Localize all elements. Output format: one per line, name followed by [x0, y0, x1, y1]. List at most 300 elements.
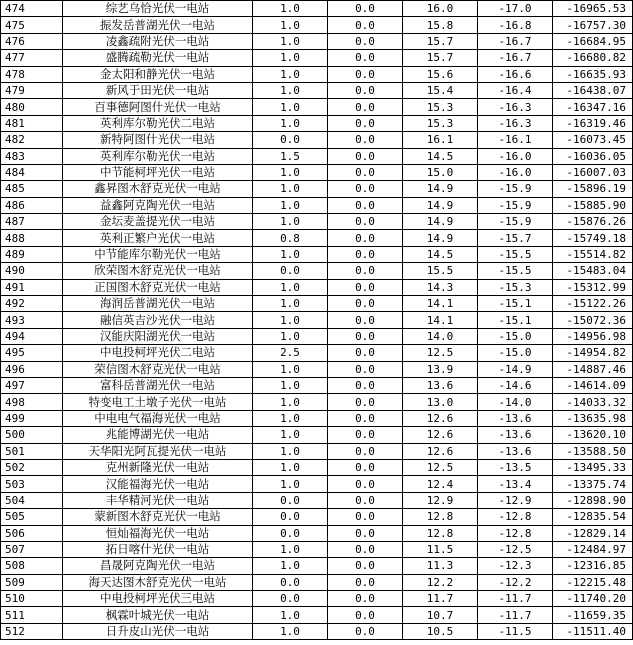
value-a-cell: 1.0 — [253, 279, 328, 295]
value-e-cell: -13375.74 — [553, 476, 633, 492]
value-c-cell: 11.7 — [403, 591, 478, 607]
table-body — [1, 1, 633, 640]
value-d-cell: -15.7 — [478, 230, 553, 246]
row-number-cell: 508 — [1, 558, 63, 574]
value-e-cell: -16073.45 — [553, 132, 633, 148]
value-d-cell: -12.8 — [478, 525, 553, 541]
value-a-cell: 1.0 — [253, 541, 328, 557]
value-a-cell: 1.0 — [253, 623, 328, 639]
station-name-cell: 恒灿福海光伏一电站 — [63, 525, 253, 541]
value-e-cell: -12484.97 — [553, 541, 633, 557]
value-e-cell: -15514.82 — [553, 246, 633, 262]
value-d-cell: -12.9 — [478, 492, 553, 508]
row-number-cell: 496 — [1, 361, 63, 377]
value-e-cell: -16684.95 — [553, 33, 633, 49]
row-number-cell: 509 — [1, 574, 63, 590]
station-name-cell: 英利库尔勒光伏一电站 — [63, 148, 253, 164]
table-row — [1, 558, 633, 574]
value-c-cell: 12.5 — [403, 459, 478, 475]
value-e-cell: -12215.48 — [553, 574, 633, 590]
value-d-cell: -14.6 — [478, 377, 553, 393]
station-name-cell: 克州新隆光伏一电站 — [63, 459, 253, 475]
value-b-cell: 0.0 — [328, 394, 403, 410]
value-d-cell: -15.5 — [478, 263, 553, 279]
value-e-cell: -11659.35 — [553, 607, 633, 623]
value-c-cell: 16.0 — [403, 1, 478, 17]
value-c-cell: 12.8 — [403, 509, 478, 525]
value-a-cell: 1.5 — [253, 148, 328, 164]
value-e-cell: -14614.09 — [553, 377, 633, 393]
row-number-cell: 501 — [1, 443, 63, 459]
value-c-cell: 12.4 — [403, 476, 478, 492]
value-a-cell: 1.0 — [253, 214, 328, 230]
value-b-cell: 0.0 — [328, 17, 403, 33]
value-c-cell: 15.0 — [403, 164, 478, 180]
value-b-cell: 0.0 — [328, 82, 403, 98]
row-number-cell: 484 — [1, 164, 63, 180]
value-e-cell: -15896.19 — [553, 181, 633, 197]
station-name-cell: 综艺乌恰光伏一电站 — [63, 1, 253, 17]
value-c-cell: 14.9 — [403, 181, 478, 197]
row-number-cell: 490 — [1, 263, 63, 279]
station-name-cell: 振发岳普湖光伏一电站 — [63, 17, 253, 33]
station-name-cell: 富科岳普湖光伏一电站 — [63, 377, 253, 393]
value-c-cell: 15.6 — [403, 66, 478, 82]
value-e-cell: -12898.90 — [553, 492, 633, 508]
station-name-cell: 昌晟阿克陶光伏一电站 — [63, 558, 253, 574]
value-e-cell: -13635.98 — [553, 410, 633, 426]
value-c-cell: 14.5 — [403, 246, 478, 262]
table-row — [1, 443, 633, 459]
value-b-cell: 0.0 — [328, 296, 403, 312]
row-number-cell: 497 — [1, 377, 63, 393]
station-name-cell: 欣荣图木舒克光伏一电站 — [63, 263, 253, 279]
value-e-cell: -11511.40 — [553, 623, 633, 639]
value-e-cell: -16438.07 — [553, 82, 633, 98]
value-c-cell: 15.7 — [403, 50, 478, 66]
value-e-cell: -16965.53 — [553, 1, 633, 17]
value-e-cell: -16680.82 — [553, 50, 633, 66]
value-e-cell: -16757.30 — [553, 17, 633, 33]
row-number-cell: 491 — [1, 279, 63, 295]
station-name-cell: 融信英吉沙光伏一电站 — [63, 312, 253, 328]
value-e-cell: -11740.20 — [553, 591, 633, 607]
table-row — [1, 99, 633, 115]
value-a-cell: 1.0 — [253, 476, 328, 492]
value-a-cell: 1.0 — [253, 427, 328, 443]
value-a-cell: 1.0 — [253, 17, 328, 33]
station-name-cell: 新特阿图什光伏一电站 — [63, 132, 253, 148]
row-number-cell: 483 — [1, 148, 63, 164]
value-d-cell: -15.1 — [478, 296, 553, 312]
station-name-cell: 丰华精河光伏一电站 — [63, 492, 253, 508]
value-c-cell: 15.5 — [403, 263, 478, 279]
value-a-cell: 1.0 — [253, 164, 328, 180]
value-c-cell: 12.6 — [403, 443, 478, 459]
table-row — [1, 230, 633, 246]
value-a-cell: 1.0 — [253, 1, 328, 17]
row-number-cell: 477 — [1, 50, 63, 66]
value-b-cell: 0.0 — [328, 328, 403, 344]
station-name-cell: 拓日喀什光伏一电站 — [63, 541, 253, 557]
value-a-cell: 1.0 — [253, 394, 328, 410]
value-d-cell: -13.5 — [478, 459, 553, 475]
table-row — [1, 181, 633, 197]
station-name-cell: 金坛麦盖提光伏一电站 — [63, 214, 253, 230]
row-number-cell: 505 — [1, 509, 63, 525]
value-d-cell: -16.7 — [478, 50, 553, 66]
value-d-cell: -12.8 — [478, 509, 553, 525]
value-e-cell: -16007.03 — [553, 164, 633, 180]
value-a-cell: 1.0 — [253, 361, 328, 377]
station-name-cell: 益鑫阿克陶光伏一电站 — [63, 197, 253, 213]
value-c-cell: 15.8 — [403, 17, 478, 33]
table-row — [1, 377, 633, 393]
value-d-cell: -15.1 — [478, 312, 553, 328]
value-e-cell: -12835.54 — [553, 509, 633, 525]
row-number-cell: 478 — [1, 66, 63, 82]
value-b-cell: 0.0 — [328, 509, 403, 525]
station-name-cell: 盛腾疏勒光伏一电站 — [63, 50, 253, 66]
value-c-cell: 11.3 — [403, 558, 478, 574]
table-row — [1, 574, 633, 590]
table-row — [1, 459, 633, 475]
value-b-cell: 0.0 — [328, 574, 403, 590]
row-number-cell: 511 — [1, 607, 63, 623]
value-d-cell: -16.7 — [478, 33, 553, 49]
table-row — [1, 50, 633, 66]
table-row — [1, 164, 633, 180]
value-a-cell: 0.0 — [253, 263, 328, 279]
value-b-cell: 0.0 — [328, 263, 403, 279]
table-row — [1, 214, 633, 230]
value-b-cell: 0.0 — [328, 115, 403, 131]
value-c-cell: 11.5 — [403, 541, 478, 557]
row-number-cell: 495 — [1, 345, 63, 361]
table-row — [1, 591, 633, 607]
value-e-cell: -16319.46 — [553, 115, 633, 131]
value-d-cell: -13.6 — [478, 410, 553, 426]
value-b-cell: 0.0 — [328, 410, 403, 426]
value-d-cell: -16.3 — [478, 115, 553, 131]
value-d-cell: -12.2 — [478, 574, 553, 590]
value-b-cell: 0.0 — [328, 99, 403, 115]
value-e-cell: -14887.46 — [553, 361, 633, 377]
table-row — [1, 394, 633, 410]
value-d-cell: -15.0 — [478, 345, 553, 361]
table-row — [1, 312, 633, 328]
station-name-cell: 正国图木舒克光伏一电站 — [63, 279, 253, 295]
value-e-cell: -13495.33 — [553, 459, 633, 475]
value-d-cell: -16.0 — [478, 164, 553, 180]
value-a-cell: 1.0 — [253, 181, 328, 197]
value-a-cell: 1.0 — [253, 312, 328, 328]
table-row — [1, 197, 633, 213]
table-row — [1, 82, 633, 98]
row-number-cell: 481 — [1, 115, 63, 131]
value-e-cell: -14954.82 — [553, 345, 633, 361]
value-e-cell: -16347.16 — [553, 99, 633, 115]
value-a-cell: 1.0 — [253, 459, 328, 475]
value-e-cell: -15122.26 — [553, 296, 633, 312]
value-b-cell: 0.0 — [328, 230, 403, 246]
value-d-cell: -11.5 — [478, 623, 553, 639]
value-c-cell: 15.3 — [403, 99, 478, 115]
table-row — [1, 148, 633, 164]
value-b-cell: 0.0 — [328, 132, 403, 148]
station-name-cell: 荣信图木舒克光伏一电站 — [63, 361, 253, 377]
value-b-cell: 0.0 — [328, 66, 403, 82]
value-b-cell: 0.0 — [328, 214, 403, 230]
value-e-cell: -15876.26 — [553, 214, 633, 230]
row-number-cell: 487 — [1, 214, 63, 230]
value-d-cell: -16.4 — [478, 82, 553, 98]
row-number-cell: 506 — [1, 525, 63, 541]
value-a-cell: 0.0 — [253, 525, 328, 541]
value-c-cell: 12.2 — [403, 574, 478, 590]
row-number-cell: 474 — [1, 1, 63, 17]
station-name-cell: 中电电气福海光伏一电站 — [63, 410, 253, 426]
row-number-cell: 512 — [1, 623, 63, 639]
value-b-cell: 0.0 — [328, 443, 403, 459]
value-a-cell: 1.0 — [253, 410, 328, 426]
station-name-cell: 百事德阿图什光伏一电站 — [63, 99, 253, 115]
value-a-cell: 1.0 — [253, 33, 328, 49]
station-name-cell: 特变电工土墩子光伏一电站 — [63, 394, 253, 410]
station-name-cell: 兆能博湖光伏一电站 — [63, 427, 253, 443]
station-name-cell: 中节能库尔勒光伏一电站 — [63, 246, 253, 262]
row-number-cell: 485 — [1, 181, 63, 197]
row-number-cell: 502 — [1, 459, 63, 475]
station-name-cell: 凌鑫疏附光伏一电站 — [63, 33, 253, 49]
table-row — [1, 492, 633, 508]
value-d-cell: -13.6 — [478, 427, 553, 443]
value-a-cell: 0.0 — [253, 591, 328, 607]
value-d-cell: -16.8 — [478, 17, 553, 33]
value-e-cell: -14956.98 — [553, 328, 633, 344]
value-d-cell: -14.0 — [478, 394, 553, 410]
value-a-cell: 0.8 — [253, 230, 328, 246]
value-a-cell: 1.0 — [253, 246, 328, 262]
value-c-cell: 13.9 — [403, 361, 478, 377]
value-a-cell: 1.0 — [253, 82, 328, 98]
value-e-cell: -16635.93 — [553, 66, 633, 82]
value-b-cell: 0.0 — [328, 50, 403, 66]
station-name-cell: 汉能庆阳湖光伏一电站 — [63, 328, 253, 344]
value-c-cell: 10.7 — [403, 607, 478, 623]
table-row — [1, 246, 633, 262]
table-row — [1, 1, 633, 17]
value-e-cell: -15072.36 — [553, 312, 633, 328]
value-b-cell: 0.0 — [328, 427, 403, 443]
station-name-cell: 新风于田光伏一电站 — [63, 82, 253, 98]
value-e-cell: -16036.05 — [553, 148, 633, 164]
value-a-cell: 1.0 — [253, 296, 328, 312]
row-number-cell: 498 — [1, 394, 63, 410]
value-b-cell: 0.0 — [328, 181, 403, 197]
table-row — [1, 361, 633, 377]
station-name-cell: 海润岳普湖光伏一电站 — [63, 296, 253, 312]
table-row — [1, 132, 633, 148]
value-c-cell: 14.3 — [403, 279, 478, 295]
row-number-cell: 489 — [1, 246, 63, 262]
value-d-cell: -16.0 — [478, 148, 553, 164]
row-number-cell: 507 — [1, 541, 63, 557]
value-c-cell: 12.8 — [403, 525, 478, 541]
value-e-cell: -15749.18 — [553, 230, 633, 246]
value-a-cell: 0.0 — [253, 574, 328, 590]
table-row — [1, 33, 633, 49]
value-a-cell: 1.0 — [253, 607, 328, 623]
station-name-cell: 天华阳光阿瓦提光伏一电站 — [63, 443, 253, 459]
table-row — [1, 623, 633, 639]
value-e-cell: -13620.10 — [553, 427, 633, 443]
station-name-cell: 金太阳和静光伏一电站 — [63, 66, 253, 82]
value-d-cell: -13.6 — [478, 443, 553, 459]
value-c-cell: 14.5 — [403, 148, 478, 164]
row-number-cell: 486 — [1, 197, 63, 213]
table-row — [1, 115, 633, 131]
value-e-cell: -15885.90 — [553, 197, 633, 213]
value-b-cell: 0.0 — [328, 312, 403, 328]
value-c-cell: 13.0 — [403, 394, 478, 410]
value-e-cell: -12316.85 — [553, 558, 633, 574]
value-c-cell: 14.1 — [403, 312, 478, 328]
value-c-cell: 12.5 — [403, 345, 478, 361]
value-b-cell: 0.0 — [328, 459, 403, 475]
value-a-cell: 0.0 — [253, 132, 328, 148]
row-number-cell: 503 — [1, 476, 63, 492]
value-b-cell: 0.0 — [328, 1, 403, 17]
value-d-cell: -12.5 — [478, 541, 553, 557]
table-row — [1, 279, 633, 295]
value-a-cell: 0.0 — [253, 509, 328, 525]
value-a-cell: 1.0 — [253, 50, 328, 66]
value-b-cell: 0.0 — [328, 164, 403, 180]
value-a-cell: 1.0 — [253, 558, 328, 574]
value-d-cell: -15.9 — [478, 197, 553, 213]
station-name-cell: 海天达图木舒克光伏一电站 — [63, 574, 253, 590]
row-number-cell: 475 — [1, 17, 63, 33]
value-d-cell: -17.0 — [478, 1, 553, 17]
value-e-cell: -13588.50 — [553, 443, 633, 459]
value-a-cell: 1.0 — [253, 197, 328, 213]
station-name-cell: 汉能福海光伏一电站 — [63, 476, 253, 492]
row-number-cell: 492 — [1, 296, 63, 312]
value-b-cell: 0.0 — [328, 279, 403, 295]
row-number-cell: 488 — [1, 230, 63, 246]
value-c-cell: 14.9 — [403, 230, 478, 246]
table-row — [1, 263, 633, 279]
value-c-cell: 12.6 — [403, 427, 478, 443]
value-c-cell: 14.9 — [403, 197, 478, 213]
value-a-cell: 1.0 — [253, 328, 328, 344]
station-name-cell: 枫霖叶城光伏一电站 — [63, 607, 253, 623]
station-name-cell: 鑫昇图木舒克光伏一电站 — [63, 181, 253, 197]
table-row — [1, 427, 633, 443]
value-b-cell: 0.0 — [328, 33, 403, 49]
value-d-cell: -16.1 — [478, 132, 553, 148]
value-c-cell: 15.7 — [403, 33, 478, 49]
value-b-cell: 0.0 — [328, 377, 403, 393]
value-d-cell: -11.7 — [478, 591, 553, 607]
value-c-cell: 15.4 — [403, 82, 478, 98]
station-name-cell: 中电投柯坪光伏三电站 — [63, 591, 253, 607]
value-e-cell: -14033.32 — [553, 394, 633, 410]
value-e-cell: -15483.04 — [553, 263, 633, 279]
row-number-cell: 499 — [1, 410, 63, 426]
value-b-cell: 0.0 — [328, 148, 403, 164]
value-b-cell: 0.0 — [328, 345, 403, 361]
table-row — [1, 17, 633, 33]
row-number-cell: 493 — [1, 312, 63, 328]
table-row — [1, 345, 633, 361]
value-c-cell: 15.3 — [403, 115, 478, 131]
value-a-cell: 2.5 — [253, 345, 328, 361]
value-b-cell: 0.0 — [328, 558, 403, 574]
value-d-cell: -16.6 — [478, 66, 553, 82]
value-a-cell: 1.0 — [253, 99, 328, 115]
station-name-cell: 中电投柯坪光伏二电站 — [63, 345, 253, 361]
table-row — [1, 296, 633, 312]
value-b-cell: 0.0 — [328, 623, 403, 639]
value-a-cell: 1.0 — [253, 66, 328, 82]
value-d-cell: -11.7 — [478, 607, 553, 623]
value-d-cell: -15.3 — [478, 279, 553, 295]
value-c-cell: 14.9 — [403, 214, 478, 230]
station-name-cell: 英利库尔勒光伏二电站 — [63, 115, 253, 131]
value-a-cell: 1.0 — [253, 115, 328, 131]
value-d-cell: -12.3 — [478, 558, 553, 574]
value-a-cell: 0.0 — [253, 492, 328, 508]
row-number-cell: 494 — [1, 328, 63, 344]
row-number-cell: 482 — [1, 132, 63, 148]
table-row — [1, 66, 633, 82]
value-b-cell: 0.0 — [328, 246, 403, 262]
value-d-cell: -13.4 — [478, 476, 553, 492]
table-row — [1, 525, 633, 541]
value-b-cell: 0.0 — [328, 361, 403, 377]
value-b-cell: 0.0 — [328, 591, 403, 607]
value-a-cell: 1.0 — [253, 377, 328, 393]
value-c-cell: 13.6 — [403, 377, 478, 393]
row-number-cell: 476 — [1, 33, 63, 49]
row-number-cell: 480 — [1, 99, 63, 115]
table-row — [1, 607, 633, 623]
value-d-cell: -15.5 — [478, 246, 553, 262]
value-b-cell: 0.0 — [328, 525, 403, 541]
value-c-cell: 14.1 — [403, 296, 478, 312]
value-a-cell: 1.0 — [253, 443, 328, 459]
value-c-cell: 12.6 — [403, 410, 478, 426]
table-row — [1, 541, 633, 557]
station-name-cell: 日升皮山光伏一电站 — [63, 623, 253, 639]
value-b-cell: 0.0 — [328, 607, 403, 623]
row-number-cell: 510 — [1, 591, 63, 607]
value-c-cell: 14.0 — [403, 328, 478, 344]
value-e-cell: -12829.14 — [553, 525, 633, 541]
value-b-cell: 0.0 — [328, 541, 403, 557]
value-d-cell: -16.3 — [478, 99, 553, 115]
station-name-cell: 英利正繁户光伏一电站 — [63, 230, 253, 246]
row-number-cell: 479 — [1, 82, 63, 98]
value-b-cell: 0.0 — [328, 476, 403, 492]
table-row — [1, 476, 633, 492]
table-row — [1, 410, 633, 426]
value-d-cell: -14.9 — [478, 361, 553, 377]
table-row — [1, 509, 633, 525]
value-d-cell: -15.0 — [478, 328, 553, 344]
